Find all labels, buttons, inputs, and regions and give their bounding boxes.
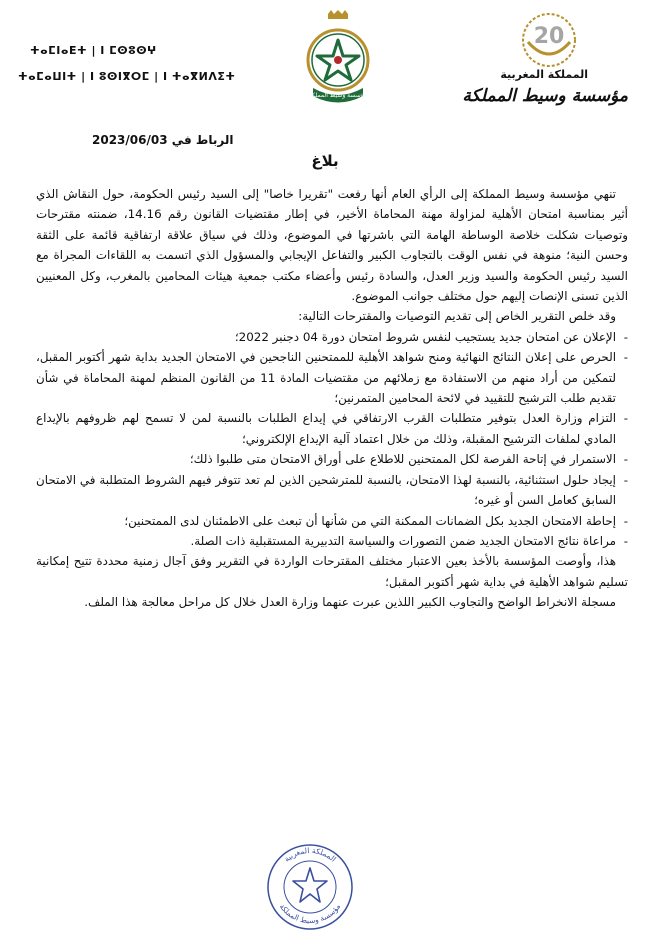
institution-emblem: [297, 10, 379, 110]
stamp-star-icon: [293, 868, 327, 902]
tifinagh-name-line-2: ⵜⴰⵎⴰⵡⵏⵜ | ⵏ ⵓⵙⵏⴳⵔⵎ | ⵏ ⵜⴰⴳⵍⴷⵉⵜ: [18, 70, 236, 83]
emblem-ribbon-text: مؤسسة وسيط المملكة: [308, 92, 368, 99]
document-title: بلاغ: [311, 152, 339, 170]
document-date: الرباط في 2023/06/03: [92, 133, 234, 147]
list-item: - إحاطة الامتحان الجديد بكل الضمانات الممكنة التي من شأنها أن تبعث على الاطمئنان لدى الممتحنين؛: [124, 513, 628, 528]
recommendations-lead: وقد خلص التقرير الخاص إلى تقديم التوصيات والمقترحات التالية:: [298, 309, 616, 324]
anniversary-number: 20: [533, 24, 565, 49]
tifinagh-name-line-1: ⵜⴰⵎⵏⴰⴹⵜ | ⵏ ⵎⵙⵓⵙⵖ: [30, 44, 157, 57]
list-item: - الحرص على إعلان النتائج النهائية ومنح شواهد الأهلية للممتحنين الناجحين في الامتحان الجديد بداية شهر أكتوبر المقبل، لتمكين من أراد منهم من الاستفادة مع زملائهم من مقتضيات المادة 11 من القانون المنظم لمهنة المحاماة في شأن تقديم طلب الترشيح للتقييد في لائحة المحامين المتمرنين؛: [36, 350, 628, 406]
kingdom-name: المملكة المغربية: [500, 68, 588, 81]
list-item: - إيجاد حلول استثنائية، بالنسبة لهذا الامتحان، بالنسبة للمترشحين الذين لم تعد تتوفر فيهم الشروط المتطلبة في الامتحان السابق كعامل السن أو غيره؛: [36, 472, 628, 508]
list-item: - الإعلان عن امتحان جديد يستجيب لنفس شروط امتحان دورة 04 دجنبر 2022؛: [234, 329, 628, 344]
intro-paragraph: تنهي مؤسسة وسيط المملكة إلى الرأي العام أنها رفعت "تقريرا خاصا" إلى السيد رئيس الحكومة، حول النقاش الذي أثير بمناسبة امتحان الأهلية لمزاولة مهنة المحاماة الأخير، في إطار مقتضيات القانون رقم 14.16، ضمنته مقترحات وتوصيات شكلت خلاصة الوساطة الهامة التي باشرتها في الموضوع، وذلك في سياق علاقة ارتفاقية قائمة على الثقة وحسن النية؛ منوهة في نفس الوقت بالتجاوب الكبير والتفاعل الإيجابي والمسؤول الذي اتسمت به اللقاءات المجراة مع السيد رئيس الحكومة والسيد وزير العدل، والسادة رئيس وأعضاء مكتب جمعية هيئات المحامين بالمغرب، وكل المعنيين الذين تسنى الإنصات إليهم حول مختلف جوانب الموضوع.: [36, 187, 628, 304]
recommendations-list: [36, 327, 628, 551]
closing-paragraph-1: هذا، وأوصت المؤسسة بالأخذ بعين الاعتبار مختلف المقترحات الواردة في التقرير وفق آجال زمنية محددة تتيح إمكانية تسليم شواهد الأهلية في بداية شهر أكتوبر المقبل؛: [36, 554, 628, 589]
communique-body: [36, 184, 628, 613]
list-item: - التزام وزارة العدل بتوفير متطلبات القرب الارتفاقي في إيداع الطلبات بالنسبة لمن لا تسمح لهم ظروفهم بالإيداع المادي لملفات الترشيح المقبلة، وذلك من خلال اعتماد آلية الإيداع الإلكتروني؛: [36, 411, 628, 446]
institution-name: مؤسسة وسيط المملكة: [462, 86, 628, 106]
stamp-bottom-text: مؤسسة وسيط المملكة: [277, 902, 343, 926]
stamp-top-text: المملكة المغربية: [282, 845, 338, 864]
list-item: - الاستمرار في إتاحة الفرصة لكل الممتحنين للاطلاع على أوراق الامتحان متى طلبوا ذلك؛: [189, 452, 628, 467]
official-stamp: [262, 842, 358, 932]
crown-icon: [328, 10, 348, 19]
anniversary-logo: [520, 12, 578, 68]
closing-paragraph-2: مسجلة الانخراط الواضح والتجاوب الكبير اللذين عبرت عنهما وزارة العدل خلال كل مراحل معالجة هذا الملف.: [84, 595, 616, 610]
list-item: - مراعاة نتائج الامتحان الجديد ضمن التصورات والسياسة التدبيرية المستقبلية ذات الصلة.: [190, 533, 628, 548]
